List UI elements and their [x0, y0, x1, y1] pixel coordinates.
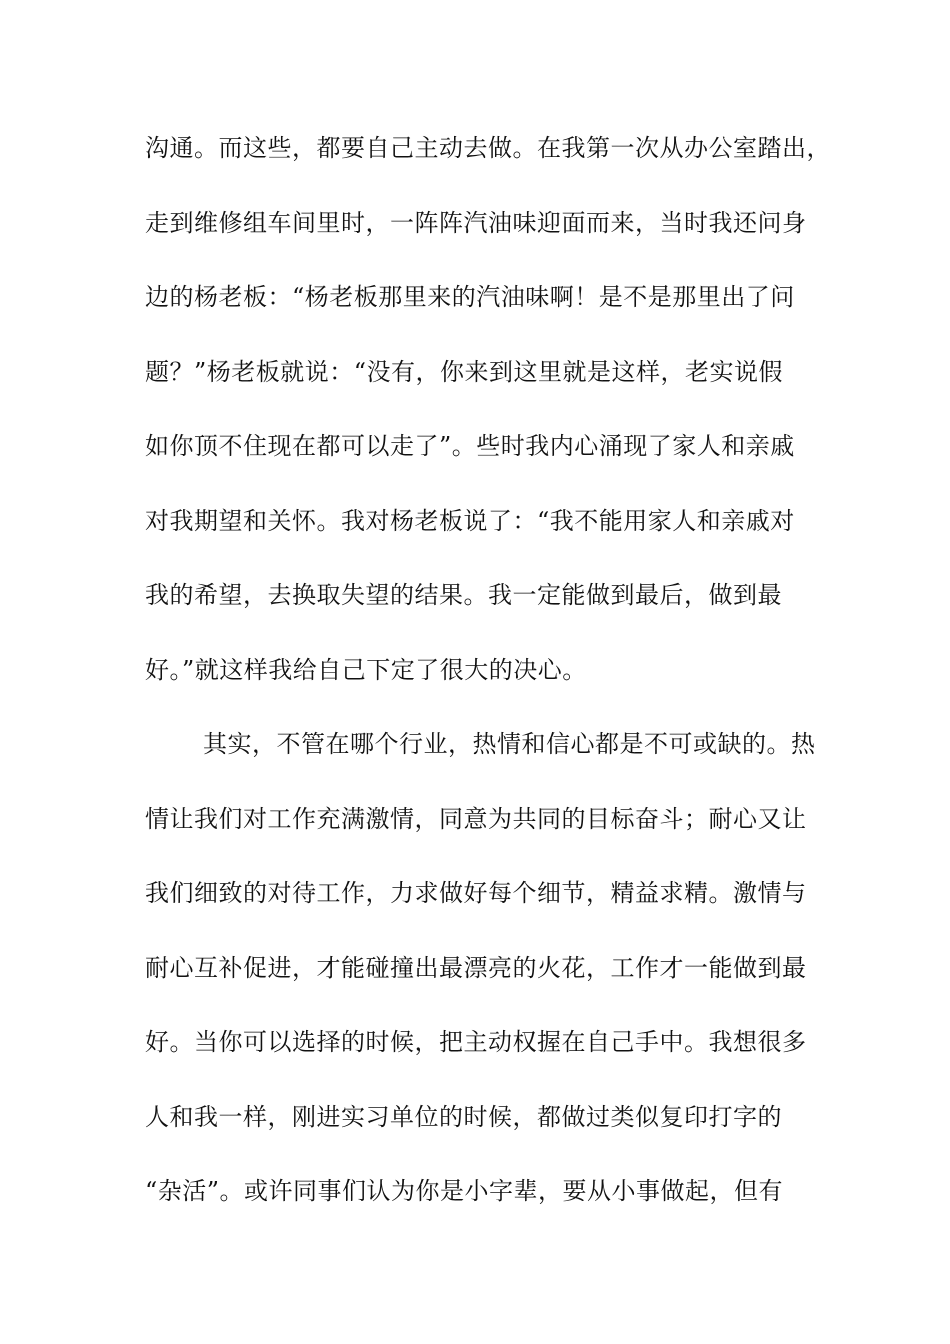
text-line: 走到维修组车间里时，一阵阵汽油味迎面而来，当时我还问身 [145, 208, 807, 237]
text-line: 好。当你可以选择的时候，把主动权握在自己手中。我想很多 [145, 1028, 807, 1056]
text-line: 我们细致的对待工作，力求做好每个细节，精益求精。激情与 [145, 879, 807, 907]
text-line: 如你顶不住现在都可以走了”。些时我内心涌现了家人和亲戚 [145, 432, 795, 460]
text-line: 对我期望和关怀。我对杨老板说了：“我不能用家人和亲戚对 [145, 506, 795, 535]
text-line: “杂活”。或许同事们认为你是小字辈，要从小事做起，但有 [145, 1177, 784, 1205]
text-line: 情让我们对工作充满激情，同意为共同的目标奋斗；耐心又让 [145, 804, 807, 833]
text-line: 边的杨老板：“杨老板那里来的汽油味啊！是不是那里出了问 [145, 283, 795, 311]
text-line: 题？”杨老板就说：“没有，你来到这里就是这样，老实说假 [145, 357, 784, 386]
text-line: 好。”就这样我给自己下定了很大的决心。 [145, 655, 587, 684]
text-line: 耐心互补促进，才能碰撞出最漂亮的火花，工作才一能做到最 [145, 953, 807, 982]
text-line: 我的希望，去换取失望的结果。我一定能做到最后，做到最 [145, 581, 782, 609]
body-text [145, 128, 831, 1246]
text-line: 沟通。而这些，都要自己主动去做。在我第一次从办公室踏出， [145, 134, 831, 162]
paragraph-start-line: 其实，不管在哪个行业，热情和信心都是不可或缺的。热 [203, 730, 816, 758]
text-line: 人和我一样，刚进实习单位的时候，都做过类似复印打字的 [145, 1102, 782, 1131]
